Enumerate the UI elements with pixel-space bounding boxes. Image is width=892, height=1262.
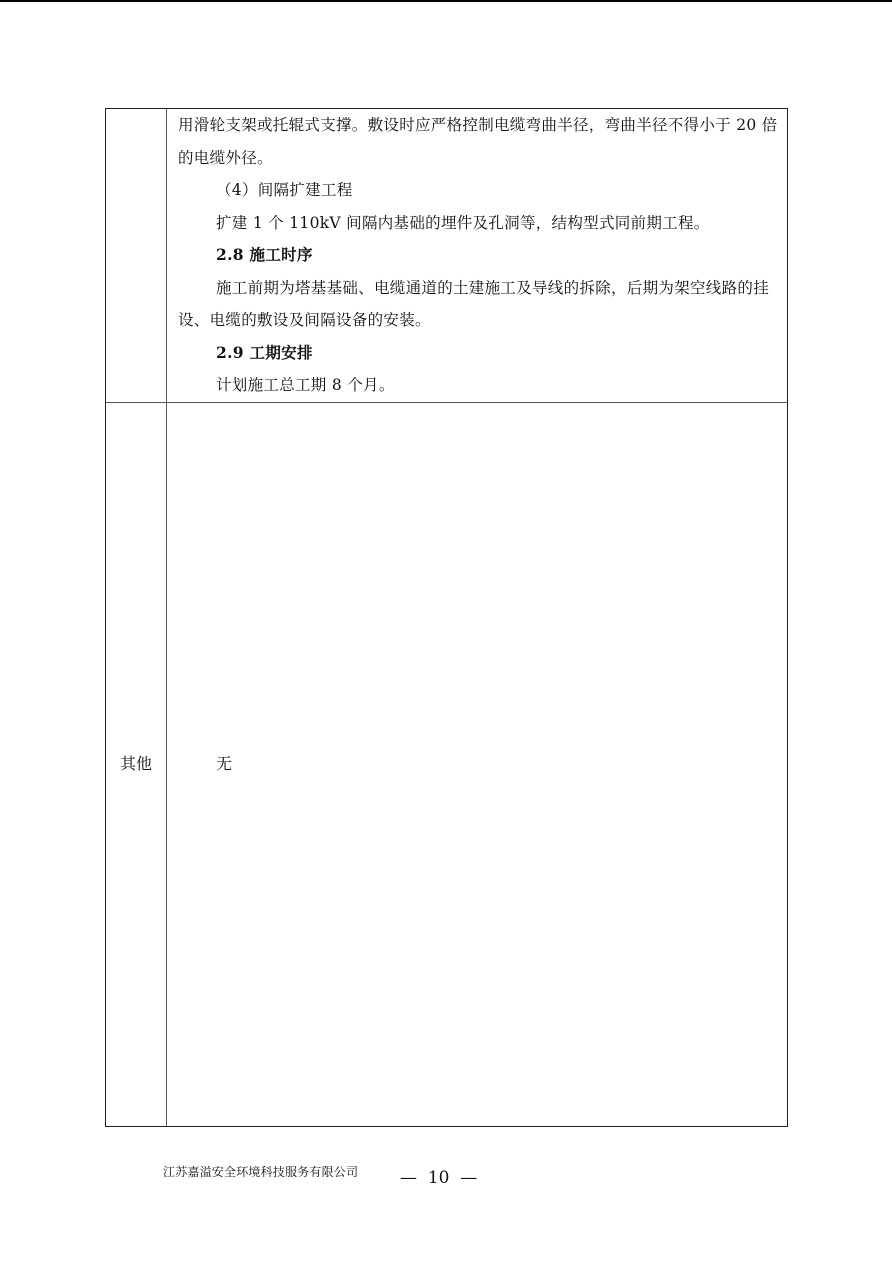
bay-expansion-paragraph: 扩建 1 个 110kV 间隔内基础的埋件及孔洞等，结构型式同前期工程。: [216, 213, 710, 232]
construction-sequence-paragraph: 施工前期为塔基基础、电缆通道的土建施工及导线的拆除，后期为架空线路的挂设、电缆的敷设及间隔设备的安装。: [178, 278, 770, 329]
footer-company-name: 江苏嘉溢安全环境科技服务有限公司: [163, 1165, 359, 1179]
cable-laying-paragraph: 用滑轮支架或托辊式支撑。敷设时应严格控制电缆弯曲半径，弯曲半径不得小于 20 倍的电缆外径。: [178, 116, 778, 167]
project-info-table: [105, 108, 788, 1127]
table-row-divider: [106, 402, 787, 403]
schedule-paragraph: 计划施工总工期 8 个月。: [216, 376, 395, 394]
bay-expansion-subheading: （4）间隔扩建工程: [216, 181, 353, 199]
schedule-heading: 2.9 工期安排: [216, 342, 313, 362]
construction-sequence-heading: 2.8 施工时序: [216, 245, 313, 264]
table-column-divider: [166, 109, 167, 1126]
page-top-rule: [0, 0, 892, 2]
other-row-label: 其他: [119, 754, 152, 773]
page-number: 10: [427, 1168, 450, 1188]
other-row-value: 无: [216, 754, 233, 773]
page-number-wrapper: — 10 —: [400, 1168, 478, 1188]
construction-description-cell: [178, 109, 778, 402]
